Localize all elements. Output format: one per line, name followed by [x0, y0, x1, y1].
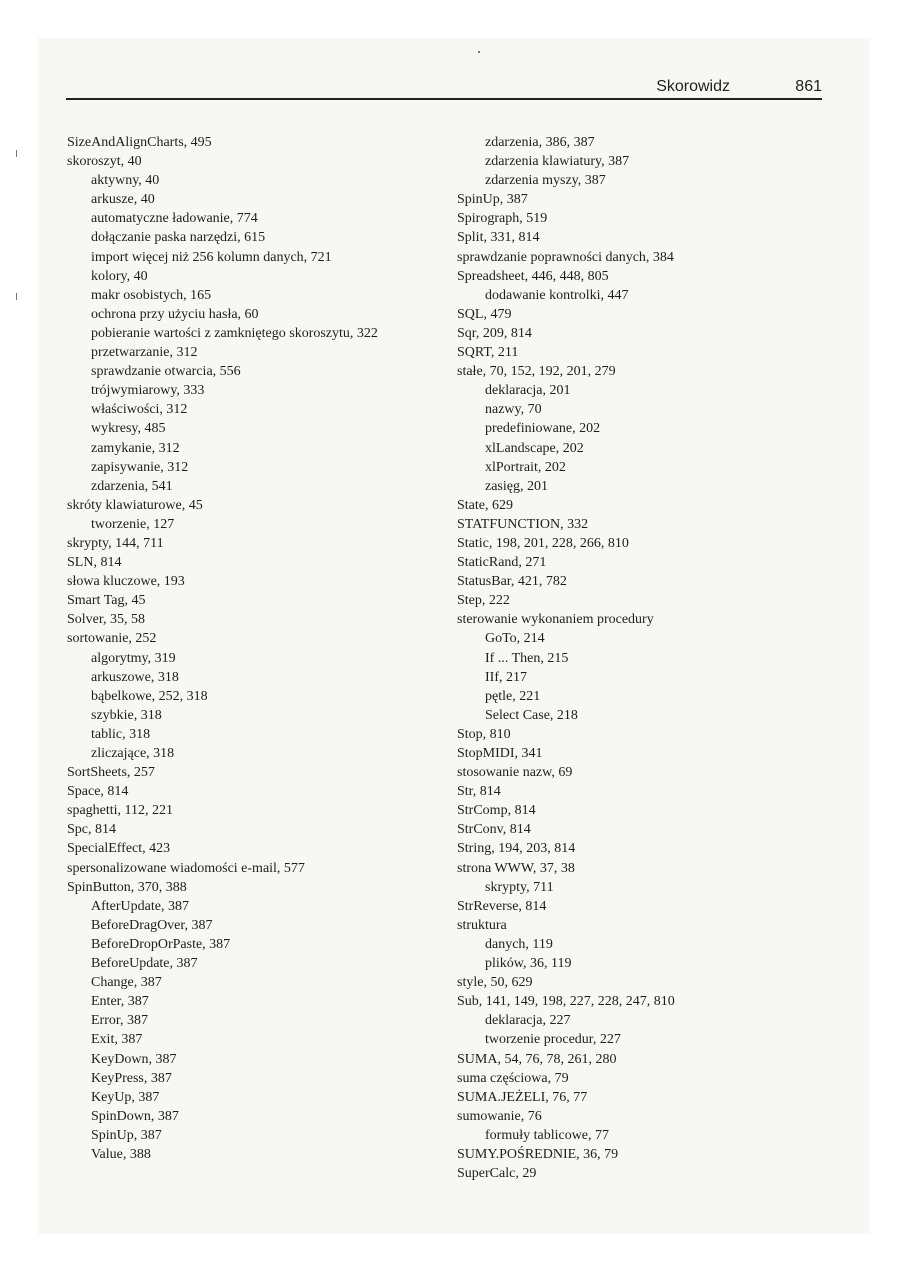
index-subentry: bąbelkowe, 252, 318: [91, 688, 208, 704]
index-subentry: zapisywanie, 312: [91, 459, 189, 475]
index-entry: struktura: [457, 917, 507, 933]
index-entry: sumowanie, 76: [457, 1108, 542, 1124]
index-entry: Space, 814: [67, 784, 129, 800]
index-subentry: szybkie, 318: [91, 707, 162, 723]
index-subentry: Enter, 387: [91, 994, 149, 1010]
index-entry: SUMA.JEŻELI, 76, 77: [457, 1089, 588, 1105]
index-entry: SuperCalc, 29: [457, 1166, 537, 1182]
index-subentry: plików, 36, 119: [485, 956, 572, 972]
running-header: [66, 78, 822, 100]
index-subentry: xlPortrait, 202: [485, 459, 566, 475]
index-entry: SQL, 479: [457, 306, 512, 322]
index-entry: spaghetti, 112, 221: [67, 803, 174, 819]
index-subentry: SpinUp, 387: [91, 1127, 162, 1143]
index-subentry: wykresy, 485: [91, 421, 166, 437]
index-subentry: arkusze, 40: [91, 192, 155, 208]
header-rule: [66, 98, 822, 100]
index-column-right: [457, 133, 857, 1183]
index-entry: Str, 814: [457, 784, 501, 800]
index-entry: StaticRand, 271: [457, 555, 547, 571]
index-subentry: Change, 387: [91, 975, 162, 991]
index-subentry: pętle, 221: [485, 688, 541, 704]
index-subentry: AfterUpdate, 387: [91, 898, 189, 914]
index-entry: SUMA, 54, 76, 78, 261, 280: [457, 1051, 617, 1067]
margin-mark: [16, 150, 21, 157]
index-subentry: predefiniowane, 202: [485, 421, 601, 437]
index-subentry: zdarzenia, 541: [91, 478, 173, 494]
index-entry: sprawdzanie poprawności danych, 384: [457, 249, 674, 265]
index-entry: Sub, 141, 149, 198, 227, 228, 247, 810: [457, 994, 675, 1010]
index-entry: Spirograph, 519: [457, 211, 548, 227]
index-subentry: deklaracja, 227: [485, 1013, 571, 1029]
index-entry: Sqr, 209, 814: [457, 325, 532, 341]
index-entry: State, 629: [457, 497, 513, 513]
index-subentry: Exit, 387: [91, 1032, 143, 1048]
index-subentry: dodawanie kontrolki, 447: [485, 287, 629, 303]
index-entry: StrReverse, 814: [457, 898, 547, 914]
index-subentry: danych, 119: [485, 936, 553, 952]
index-entry: sortowanie, 252: [67, 631, 157, 647]
index-entry: strona WWW, 37, 38: [457, 860, 575, 876]
index-subentry: zdarzenia, 386, 387: [485, 135, 595, 150]
index-entry: SUMY.POŚREDNIE, 36, 79: [457, 1146, 619, 1162]
index-subentry: formuły tablicowe, 77: [485, 1127, 610, 1143]
index-subentry: dołączanie paska narzędzi, 615: [91, 230, 266, 246]
index-entry: SpecialEffect, 423: [67, 841, 171, 857]
index-subentry: zamykanie, 312: [91, 440, 180, 456]
index-entry: SQRT, 211: [457, 345, 519, 361]
page-number: 861: [795, 78, 822, 95]
index-entry: SLN, 814: [67, 555, 122, 571]
index-subentry: skrypty, 711: [485, 879, 554, 895]
index-entry: Smart Tag, 45: [67, 593, 146, 609]
index-subentry: sprawdzanie otwarcia, 556: [91, 364, 241, 380]
index-subentry: xlLandscape, 202: [485, 440, 584, 456]
index-entry: Stop, 810: [457, 726, 511, 742]
index-subentry: SpinDown, 387: [91, 1108, 179, 1124]
header-title: Skorowidz: [656, 78, 730, 95]
index-subentry: właściwości, 312: [91, 402, 188, 418]
index-entry: style, 50, 629: [457, 975, 533, 991]
index-entry: StatusBar, 421, 782: [457, 574, 567, 590]
index-entry: String, 194, 203, 814: [457, 841, 576, 857]
index-subentry: trójwymiarowy, 333: [91, 383, 205, 399]
index-subentry: Value, 388: [91, 1146, 151, 1162]
index-subentry: zdarzenia myszy, 387: [485, 173, 606, 189]
index-entry: skoroszyt, 40: [67, 154, 142, 170]
index-entry: Solver, 35, 58: [67, 612, 145, 628]
index-subentry: BeforeDragOver, 387: [91, 917, 213, 933]
index-subentry: Error, 387: [91, 1013, 148, 1029]
index-subentry: If ... Then, 215: [485, 650, 569, 666]
index-subentry: IIf, 217: [485, 669, 527, 685]
index-subentry: tworzenie, 127: [91, 516, 175, 532]
index-subentry: GoTo, 214: [485, 631, 545, 647]
index-entry: sterowanie wykonaniem procedury: [457, 612, 654, 628]
index-subentry: algorytmy, 319: [91, 650, 176, 666]
index-subentry: zliczające, 318: [91, 746, 175, 761]
index-subentry: zasięg, 201: [485, 478, 548, 494]
index-subentry: aktywny, 40: [91, 173, 160, 189]
index-subentry: import więcej niż 256 kolumn danych, 721: [91, 249, 332, 265]
index-subentry: nazwy, 70: [485, 402, 542, 418]
index-entry: Step, 222: [457, 593, 510, 609]
index-entry: spersonalizowane wiadomości e-mail, 577: [67, 860, 305, 876]
index-subentry: makr osobistych, 165: [91, 287, 212, 303]
index-entry: skrypty, 144, 711: [67, 535, 164, 551]
index-subentry: arkuszowe, 318: [91, 669, 179, 685]
index-subentry: ochrona przy użyciu hasła, 60: [91, 306, 259, 322]
index-entry: skróty klawiaturowe, 45: [67, 497, 203, 513]
index-subentry: KeyUp, 387: [91, 1089, 160, 1105]
index-entry: SortSheets, 257: [67, 765, 155, 781]
page-speck: [478, 51, 480, 53]
index-entry: suma częściowa, 79: [457, 1070, 569, 1086]
index-subentry: tablic, 318: [91, 726, 151, 742]
index-entry: słowa kluczowe, 193: [67, 574, 185, 590]
index-entry: stałe, 70, 152, 192, 201, 279: [457, 364, 616, 380]
index-entry: SizeAndAlignCharts, 495: [67, 135, 212, 150]
index-subentry: kolory, 40: [91, 268, 148, 284]
index-subentry: BeforeDropOrPaste, 387: [91, 936, 231, 952]
index-entry: StrConv, 814: [457, 822, 531, 838]
index-subentry: KeyDown, 387: [91, 1051, 177, 1067]
index-subentry: deklaracja, 201: [485, 383, 571, 399]
index-subentry: BeforeUpdate, 387: [91, 956, 198, 972]
index-entry: stosowanie nazw, 69: [457, 765, 573, 781]
index-entry: StopMIDI, 341: [457, 746, 543, 761]
index-column-left: [67, 133, 467, 1164]
index-entry: SpinUp, 387: [457, 192, 528, 208]
index-subentry: pobieranie wartości z zamkniętego skoroszytu, 322: [91, 325, 378, 341]
index-entry: STATFUNCTION, 332: [457, 516, 589, 532]
index-subentry: Select Case, 218: [485, 707, 578, 723]
index-entry: SpinButton, 370, 388: [67, 879, 187, 895]
index-entry: Spc, 814: [67, 822, 116, 838]
margin-mark: [16, 293, 21, 300]
index-subentry: KeyPress, 387: [91, 1070, 172, 1086]
index-subentry: automatyczne ładowanie, 774: [91, 211, 258, 227]
index-entry: Split, 331, 814: [457, 230, 540, 246]
index-entry: Static, 198, 201, 228, 266, 810: [457, 535, 629, 551]
index-entry: StrComp, 814: [457, 803, 536, 819]
index-subentry: tworzenie procedur, 227: [485, 1032, 621, 1048]
index-subentry: zdarzenia klawiatury, 387: [485, 154, 630, 170]
index-subentry: przetwarzanie, 312: [91, 345, 198, 361]
index-entry: Spreadsheet, 446, 448, 805: [457, 268, 609, 284]
